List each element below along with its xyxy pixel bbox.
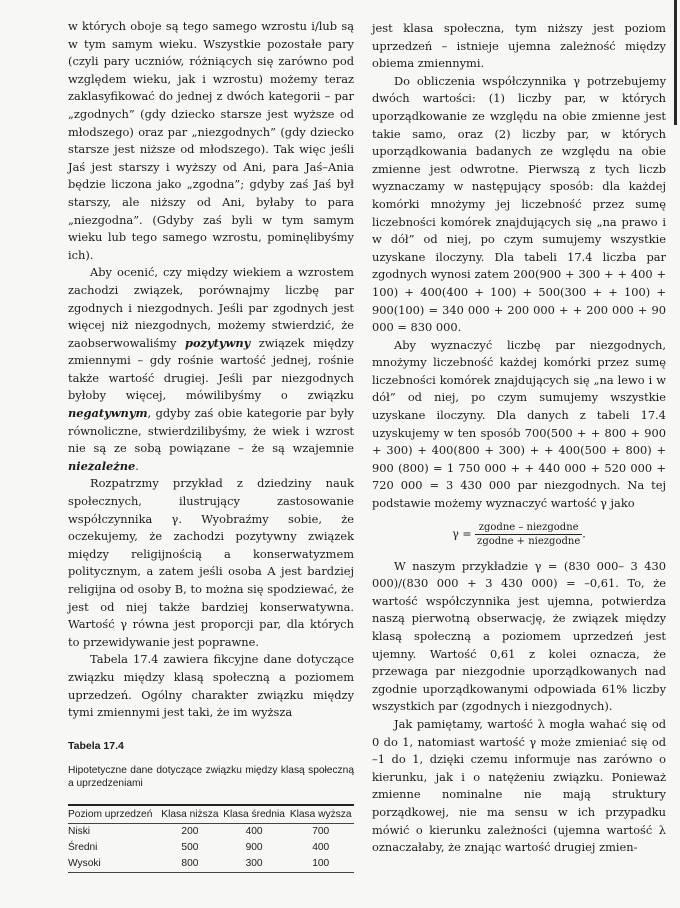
table-cell: 800	[159, 856, 221, 873]
left-column	[68, 18, 354, 873]
table-cell: Średni	[68, 842, 98, 854]
table-cell: 900	[245, 842, 263, 854]
paragraph	[68, 264, 354, 475]
paragraph: Rozpatrzmy przykład z dziedziny nauk społecznych, ilustrujący zastosowanie współczynnika γ. Wyobraźmy sobie, że oczekujemy, że zachodzi pozytywny związek między religijnością a konserwatyzmem politycznym, a zatem jeśli osoba A jest bardziej religijna od osoby B, to można się spodziewać, że jest od niej także bardziej konserwatywna. Wartość γ równa jest proporcji par, dla których to przewidywanie jest poprawne.	[68, 476, 354, 649]
table-cell: 700	[312, 826, 330, 838]
table-cell: 500	[181, 842, 199, 854]
column-header: Klasa średnia	[221, 805, 288, 824]
table-header-row	[68, 805, 354, 824]
data-table	[68, 804, 354, 873]
column-header: Klasa wyższa	[287, 805, 354, 824]
emphasis: pozytywny	[185, 335, 251, 350]
gamma-formula	[372, 521, 666, 548]
table-cell: 400	[245, 826, 263, 838]
table-row	[68, 824, 354, 841]
paragraph: w których oboje są tego samego wzrostu i/lub są w tym samym wieku. Wszystkie pozostałe pary (czyli pary uczniów, różniących się zarówno pod względem wieku, jak i wzrostu) możemy teraz zaklasyfikować do jednej z dwóch kategorii – par „zgodnych” (gdy dziecko starsze jest wyższe od młodszego) oraz par „niezgodnych” (gdy dziecko starsze jest niższe od młodszego). Tak więc jeśli Jaś jest starszy i wyższy od Ani, para Jaś–Ania będzie liczona jako „zgodna”; gdyby zaś Jaś był starszy, ale niższy od Ani, byłaby to para „niezgodna”. (Gdyby zaś byli w tym samym wieku lub tego samego wzrostu, pominęlibyśmy ich).	[68, 19, 354, 262]
table-cell: 100	[287, 856, 354, 873]
page-edge-shadow	[674, 0, 677, 125]
table-cell: 200	[181, 826, 199, 838]
table-row	[68, 856, 354, 873]
emphasis: negatywnym	[68, 406, 148, 421]
formula-period: .	[582, 527, 586, 541]
paragraph: W naszym przykładzie γ = (830 000– 3 430 000)/(830 000 + 3 430 000) = –0,61. To, że wartość współczynnika jest ujemna, potwierdza naszą pierwotną obserwację, że związek między klasą społeczną a poziomem uprzedzeń jest ujemny. Wartość 0,61 z kolei oznacza, że przewaga par niezgodnie uporządkowanych nad zgodnie uporządkowanymi odpowiada 61% liczby wszystkich par (zgodnych i niezgodnych).	[372, 558, 666, 714]
table-caption: Hipotetyczne dane dotyczące związku między klasą społeczną a uprzedzeniami	[68, 765, 354, 790]
right-column	[372, 20, 666, 857]
column-header: Klasa niższa	[159, 805, 221, 824]
table-title: Tabela 17.4	[68, 739, 124, 752]
formula-fraction	[475, 521, 582, 548]
paragraph: jest klasa społeczna, tym niższy jest poziom uprzedzeń – istnieje ujemna zależność między obiema zmiennymi.	[372, 21, 666, 71]
text-run: Aby ocenić, czy między wiekiem a wzrostem zachodzi związek, porównajmy liczbę par zgodnych i niezgodnych. Jeśli par zgodnych jest więcej niż niezgodnych, możemy stwierdzić, że zaobserwowaliśmy	[68, 265, 354, 350]
table-cell: Wysoki	[68, 856, 159, 873]
paragraph: Tabela 17.4 zawiera fikcyjne dane dotyczące związku między klasą społeczną a poziomem uprzedzeń. Ogólny charakter związku między tymi zmiennymi jest taki, że im wyższa	[68, 652, 354, 720]
table-cell: Niski	[68, 826, 91, 838]
text-run: , gdyby zaś obie kategorie par były równoliczne, stwierdzilibyśmy, że wiek i wzrost nie są ze sobą powiązane – że są wzajemnie	[68, 406, 354, 456]
table-row	[68, 840, 354, 856]
formula-numerator: zgodne – niezgodne	[475, 521, 582, 535]
text-run: .	[135, 458, 139, 473]
table-cell: 300	[221, 856, 288, 873]
formula-lhs: γ =	[452, 527, 472, 541]
paragraph: Jak pamiętamy, wartość λ mogła wahać się od 0 do 1, natomiast wartość γ może zmieniać się od –1 do 1, dzięki czemu informuje nas zarówno o kierunku, jak i o natężeniu związku. Ponieważ zmienne nominalne nie mają struktury porządkowej, nie ma sensu w ich przypadku mówić o kierunku zależności (ujemna wartość λ oznaczałaby, że znając wartość drugiej zmien-	[372, 716, 666, 855]
table-cell: 400	[312, 842, 330, 854]
text-run: związek między zmiennymi – gdy rośnie wartość jednej, rośnie także wartość drugiej. Jeśli par niezgodnych byłoby więcej, mówilibyśmy o związku	[68, 335, 354, 403]
formula-denominator: zgodne + niezgodne	[477, 535, 581, 547]
column-header: Poziom uprzedzeń	[68, 805, 159, 824]
emphasis: niezależne	[68, 458, 136, 473]
paragraph: Aby wyznaczyć liczbę par niezgodnych, mnożymy liczebność każdej komórki przez sumę liczebności komórek znajdujących się „na lewo i w dół” od niej, po czym sumujemy wszystkie uzyskane iloczyny. Dla danych z tabeli 17.4 uzyskujemy w ten sposób 700(500 + + 800 + 900 + 300) + 400(800 + 300) + + 400(500 + 800) + 900 (800) = 1 750 000 + + 440 000 + 520 000 + 720 000 = 3 430 000 par niezgodnych. Na tej podstawie możemy wyznaczyć wartość γ jako	[372, 337, 666, 511]
paragraph: Do obliczenia współczynnika γ potrzebujemy dwóch wartości: (1) liczby par, w których uporządkowanie ze względu na obie zmienne jest takie samo, oraz (2) liczby par, w których uporządkowania badanych ze względu na obie zmienne jest odwrotne. Pierwszą z tych liczb wyznaczamy w następujący sposób: dla każdej komórki mnożymy jej liczebność przez sumę liczebności komórek znajdujących się „na prawo i w dół” od niej, po czym sumujemy wszystkie uzyskane iloczyny. Dla tabeli 17.4 liczba par zgodnych wynosi zatem 200(900 + 300 + + 400 + 100) + 400(400 + 100) + 500(300 + + 100) + 900(100) = 340 000 + 200 000 + + 200 000 + 90 000 = 830 000.	[372, 73, 666, 335]
